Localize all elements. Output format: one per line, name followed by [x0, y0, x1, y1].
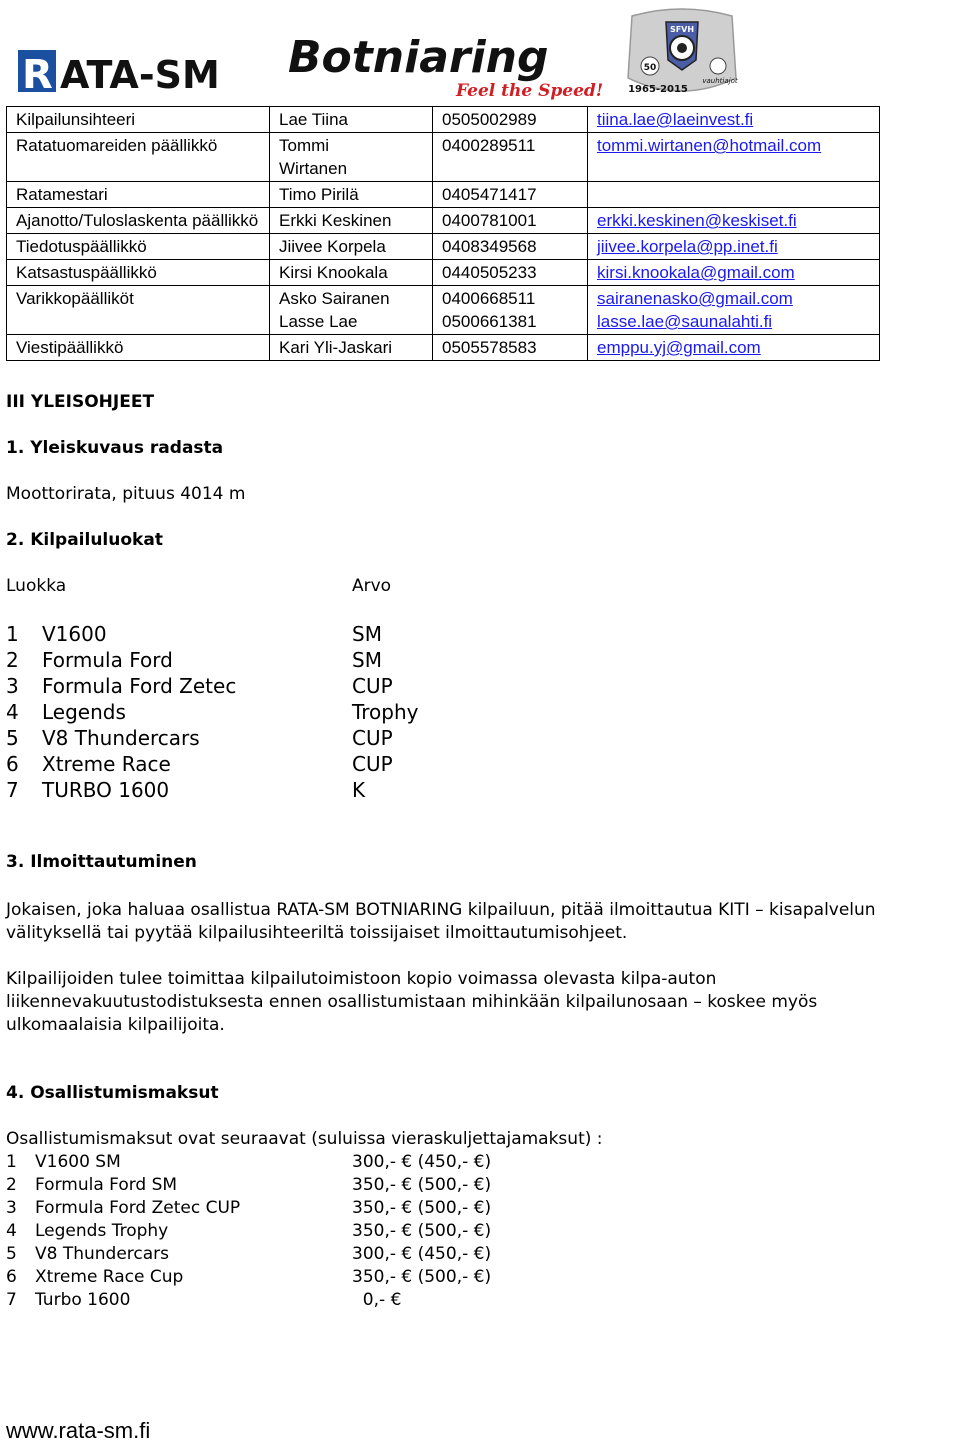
email-link[interactable]: tiina.lae@laeinvest.fi — [597, 110, 754, 129]
class-value: CUP — [352, 726, 393, 750]
fee-number: 6 — [6, 1267, 17, 1287]
class-value: CUP — [352, 752, 393, 776]
fee-amount: 350,- € (500,- €) — [352, 1198, 492, 1218]
staff-name-cell — [270, 133, 433, 182]
staff-role-cell — [7, 234, 270, 260]
fee-class-name: V8 Thundercars — [35, 1244, 170, 1264]
fee-amount: 350,- € (500,- €) — [352, 1221, 492, 1241]
staff-row — [7, 286, 880, 335]
staff-role-cell — [7, 182, 270, 208]
fee-number: 1 — [6, 1152, 17, 1172]
staff-role: Varikkopäälliköt — [16, 289, 134, 308]
staff-row — [7, 335, 880, 361]
svg-text:vauhtiajot: vauhtiajot — [702, 77, 738, 85]
staff-name: Asko Sairanen — [279, 289, 390, 308]
staff-phone: 0408349568 — [442, 237, 537, 256]
class-number: 7 — [6, 778, 19, 802]
staff-row — [7, 107, 880, 133]
class-value: CUP — [352, 674, 393, 698]
staff-phone-cell — [433, 234, 588, 260]
track-overview-heading: 1. Yleiskuvaus radasta — [6, 438, 224, 458]
classes-heading: 2. Kilpailuluokat — [6, 530, 163, 550]
classes-col-class-header: Luokka — [6, 576, 67, 596]
fee-amount: 350,- € (500,- €) — [352, 1267, 492, 1287]
staff-role-cell — [7, 286, 270, 335]
class-value: SM — [352, 622, 382, 646]
staff-row — [7, 133, 880, 182]
class-number: 5 — [6, 726, 19, 750]
class-number: 1 — [6, 622, 19, 646]
fee-amount: 0,- € — [352, 1290, 402, 1310]
email-link[interactable]: jiivee.korpela@pp.inet.fi — [597, 237, 778, 256]
staff-role-cell — [7, 107, 270, 133]
staff-name-cell — [270, 208, 433, 234]
staff-phone-cell — [433, 286, 588, 335]
fee-number: 4 — [6, 1221, 17, 1241]
staff-name: Kari Yli-Jaskari — [279, 338, 393, 357]
svg-text:Feel the Speed!: Feel the Speed! — [456, 81, 604, 101]
staff-name-cell — [270, 107, 433, 133]
staff-phone: 0505578583 — [442, 338, 537, 357]
staff-name: Kirsi Knookala — [279, 263, 388, 282]
staff-phone: 0400289511 — [442, 136, 536, 155]
staff-role: Ratamestari — [16, 185, 108, 204]
registration-heading: 3. Ilmoittautuminen — [6, 852, 197, 872]
fee-class-name: V1600 SM — [35, 1152, 121, 1172]
staff-email-cell — [588, 286, 880, 335]
svg-text:50: 50 — [643, 63, 657, 73]
staff-role: Katsastuspäällikkö — [16, 263, 157, 282]
fee-class-name: Formula Ford SM — [35, 1175, 178, 1195]
staff-name-cell — [270, 286, 433, 335]
staff-phone-cell — [433, 208, 588, 234]
page-header — [0, 0, 960, 104]
staff-role-cell — [7, 260, 270, 286]
staff-name-cell — [270, 335, 433, 361]
staff-email-cell — [588, 182, 880, 208]
staff-phone: 0440505233 — [442, 263, 537, 282]
fee-number: 7 — [6, 1290, 17, 1310]
fee-class-name: Legends Trophy — [35, 1221, 169, 1241]
anniversary-badge — [622, 8, 742, 104]
staff-phone: 0400781001 — [442, 211, 537, 230]
staff-phone-cell — [433, 335, 588, 361]
track-overview-text: Moottorirata, pituus 4014 m — [6, 484, 246, 504]
staff-row — [7, 234, 880, 260]
class-name: Xtreme Race — [42, 752, 171, 776]
staff-name: Tommi — [279, 136, 330, 155]
class-name: Formula Ford Zetec — [42, 674, 237, 698]
staff-email-cell — [588, 133, 880, 182]
svg-text:R: R — [22, 52, 53, 98]
registration-paragraph-2: Kilpailijoiden tulee toimittaa kilpailutoimistoon kopio voimassa olevasta kilpa-auton liikennevakuutustodistuksesta ennen osallistumistaan mihinkään kilpailunosaan – koskee myös ulkomaalaisia kilpailijoita. — [6, 969, 818, 1035]
email-link[interactable]: sairanenasko@gmail.com — [597, 289, 793, 308]
class-name: Legends — [42, 700, 126, 724]
classes-col-value-header: Arvo — [352, 576, 392, 596]
staff-email-cell — [588, 208, 880, 234]
class-name: Formula Ford — [42, 648, 173, 672]
staff-role: Ratatuomareiden päällikkö — [16, 136, 218, 155]
staff-name-cell — [270, 260, 433, 286]
staff-email-cell — [588, 260, 880, 286]
email-link[interactable]: kirsi.knookala@gmail.com — [597, 263, 795, 282]
class-name: V8 Thundercars — [42, 726, 200, 750]
fee-amount: 300,- € (450,- €) — [352, 1244, 492, 1264]
staff-row — [7, 208, 880, 234]
staff-phone-cell — [433, 260, 588, 286]
staff-role-cell — [7, 335, 270, 361]
registration-paragraph-1: Jokaisen, joka haluaa osallistua RATA-SM BOTNIARING kilpailuun, pitää ilmoittautua KITI – kisapalvelun välityksellä tai pyytää kilpailusihteeriltä toissijaiset ilmoittautumisohjeet. — [6, 900, 876, 943]
staff-email-cell — [588, 335, 880, 361]
staff-role-cell — [7, 208, 270, 234]
staff-table — [6, 106, 880, 361]
section-heading: III YLEISOHJEET — [6, 392, 155, 412]
staff-role: Viestipäällikkö — [16, 338, 124, 357]
rata-sm-logo-graphic — [18, 48, 240, 98]
staff-role: Kilpailunsihteeri — [16, 110, 136, 129]
svg-text:SFVH: SFVH — [669, 25, 695, 34]
class-name: V1600 — [42, 622, 107, 646]
email-link[interactable]: emppu.yj@gmail.com — [597, 338, 761, 357]
fee-number: 5 — [6, 1244, 17, 1264]
staff-name: Erkki Keskinen — [279, 211, 392, 230]
staff-phone: 0505002989 — [442, 110, 537, 129]
rata-sm-logo — [18, 48, 240, 98]
anniversary-badge-graphic — [622, 8, 742, 100]
fee-amount: 300,- € (450,- €) — [352, 1152, 492, 1172]
staff-phone: 0500661381 — [442, 312, 537, 331]
class-number: 4 — [6, 700, 19, 724]
email-link[interactable]: lasse.lae@saunalahti.fi — [597, 312, 773, 331]
staff-name: Jiivee Korpela — [279, 237, 386, 256]
fee-amount: 350,- € (500,- €) — [352, 1175, 492, 1195]
staff-name-cell — [270, 182, 433, 208]
botniaring-logo — [288, 26, 604, 108]
email-link[interactable]: tommi.wirtanen@hotmail.com — [597, 136, 822, 155]
fees-heading: 4. Osallistumismaksut — [6, 1083, 219, 1103]
class-value: K — [352, 778, 366, 802]
email-link[interactable]: erkki.keskinen@keskiset.fi — [597, 211, 797, 230]
fee-number: 3 — [6, 1198, 17, 1218]
staff-role: Tiedotuspäällikkö — [16, 237, 147, 256]
fee-class-name: Formula Ford Zetec CUP — [35, 1198, 241, 1218]
staff-phone: 0405471417 — [442, 185, 537, 204]
staff-role: Ajanotto/Tuloslaskenta päällikkö — [16, 211, 259, 230]
svg-text:1965-2015: 1965-2015 — [628, 84, 688, 95]
staff-row — [7, 260, 880, 286]
staff-table-body — [7, 107, 880, 361]
class-value: SM — [352, 648, 382, 672]
staff-role-cell — [7, 133, 270, 182]
fees-intro: Osallistumismaksut ovat seuraavat (suluissa vieraskuljettajamaksut) : — [6, 1129, 603, 1149]
staff-name-cell — [270, 234, 433, 260]
svg-text:Botniaring: Botniaring — [288, 32, 549, 83]
svg-text:ATA-SM: ATA-SM — [60, 53, 220, 97]
staff-email-cell — [588, 107, 880, 133]
class-number: 6 — [6, 752, 19, 776]
staff-email-cell — [588, 234, 880, 260]
staff-phone-cell — [433, 133, 588, 182]
footer-url[interactable]: www.rata-sm.fi — [6, 1418, 151, 1443]
class-name: TURBO 1600 — [42, 778, 170, 802]
botniaring-logo-graphic — [288, 26, 604, 104]
staff-phone: 0400668511 — [442, 289, 536, 308]
staff-row — [7, 182, 880, 208]
fee-class-name: Turbo 1600 — [35, 1290, 131, 1310]
fee-number: 2 — [6, 1175, 17, 1195]
staff-name: Lasse Lae — [279, 312, 358, 331]
staff-phone-cell — [433, 107, 588, 133]
class-number: 3 — [6, 674, 19, 698]
staff-name: Lae Tiina — [279, 110, 348, 129]
fee-class-name: Xtreme Race Cup — [35, 1267, 184, 1287]
class-value: Trophy — [352, 700, 419, 724]
staff-name: Timo Pirilä — [279, 185, 359, 204]
staff-name: Wirtanen — [279, 159, 348, 178]
class-number: 2 — [6, 648, 19, 672]
staff-phone-cell — [433, 182, 588, 208]
